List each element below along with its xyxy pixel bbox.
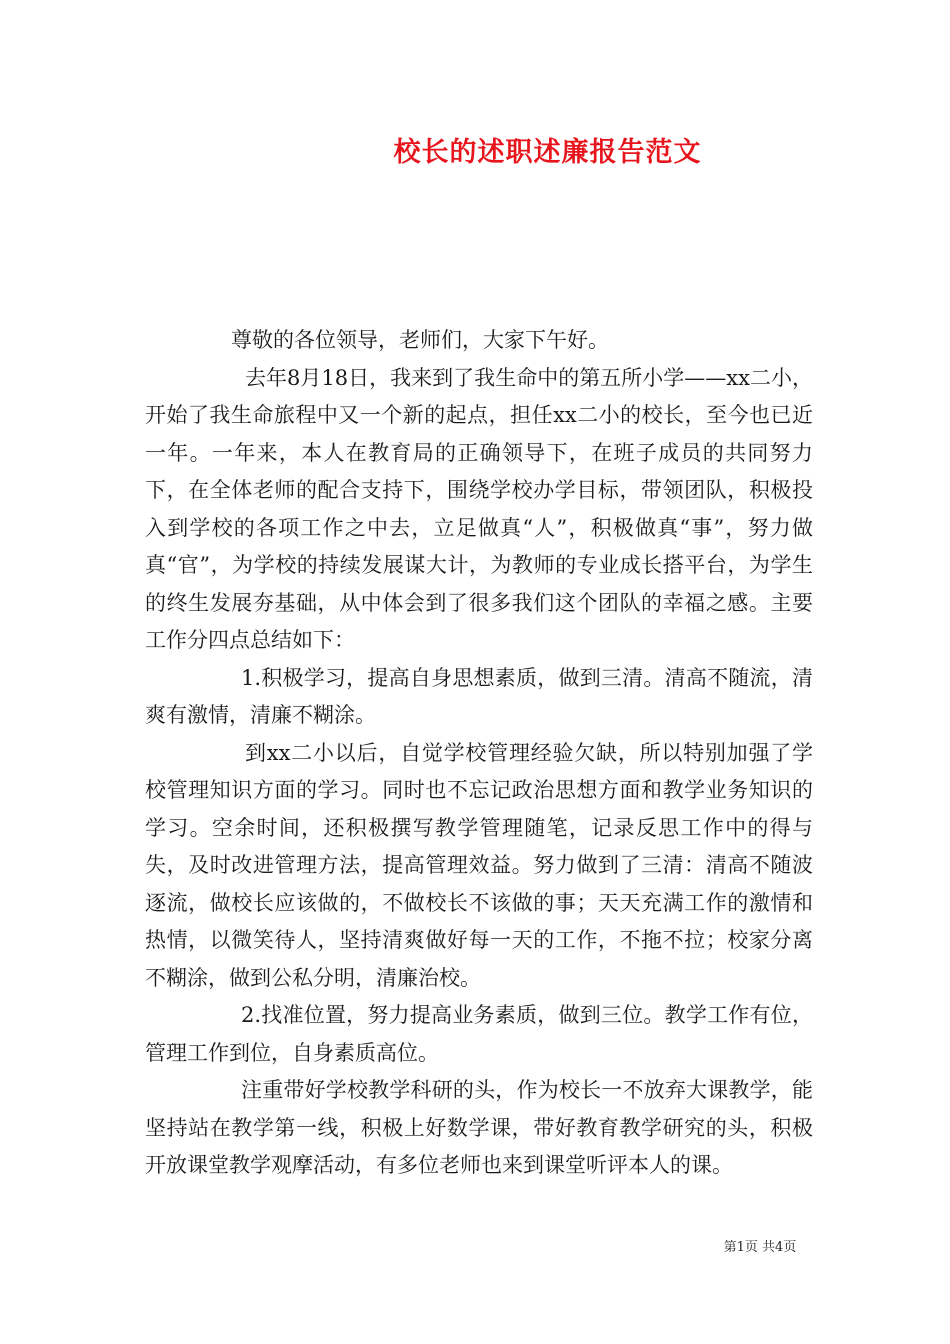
page-number-footer: 第1页 共4页 bbox=[723, 1240, 797, 1255]
paragraph-intro: 去年8月18日，我来到了我生命中的第五所小学——xx二小，开始了我生命旅程中又一个新的起点，担任xx二小的校长，至今也已近一年。一年来，本人在教育局的正确领导下，在班子成员的共同努力下，在全体老师的配合支持下，围绕学校办学目标，带领团队，积极投入到学校的各项工作之中去，立足做真“人”，积极做真“事”，努力做真“官”，为学校的持续发展谋大计，为教师的专业成长搭平台，为学生的终生发展夯基础，从中体会到了很多我们这个团队的幸福之感。主要工作分四点总结如下： bbox=[145, 365, 813, 652]
document-body bbox=[145, 322, 813, 1185]
paragraph-point-2: 2.找准位置，努力提高业务素质，做到三位。教学工作有位，管理工作到位，自身素质高位。 bbox=[145, 1003, 813, 1065]
paragraph-greeting: 尊敬的各位领导，老师们，大家下午好。 bbox=[231, 328, 609, 352]
document-title: 校长的述职述廉报告范文 bbox=[393, 137, 702, 168]
paragraph-point-1-detail: 到xx二小以后，自觉学校管理经验欠缺，所以特别加强了学校管理知识方面的学习。同时也不忘记政治思想方面和教学业务知识的学习。空余时间，还积极撰写教学管理随笔，记录反思工作中的得与失，及时改进管理方法，提高管理效益。努力做到了三清：清高不随波逐流，做校长应该做的，不做校长不该做的事；天天充满工作的激情和热情，以微笑待人，坚持清爽做好每一天的工作，不拖不拉；校家分离不糊涂，做到公私分明，清廉治校。 bbox=[145, 740, 813, 990]
paragraph-point-2-detail: 注重带好学校教学科研的头，作为校长一不放弃大课教学，能坚持站在教学第一线，积极上好数学课，带好教育教学研究的头，积极开放课堂教学观摩活动，有多位老师也来到课堂听评本人的课。 bbox=[145, 1078, 813, 1177]
paragraph-point-1: 1.积极学习，提高自身思想素质，做到三清。清高不随流，清爽有激情，清廉不糊涂。 bbox=[145, 665, 813, 727]
